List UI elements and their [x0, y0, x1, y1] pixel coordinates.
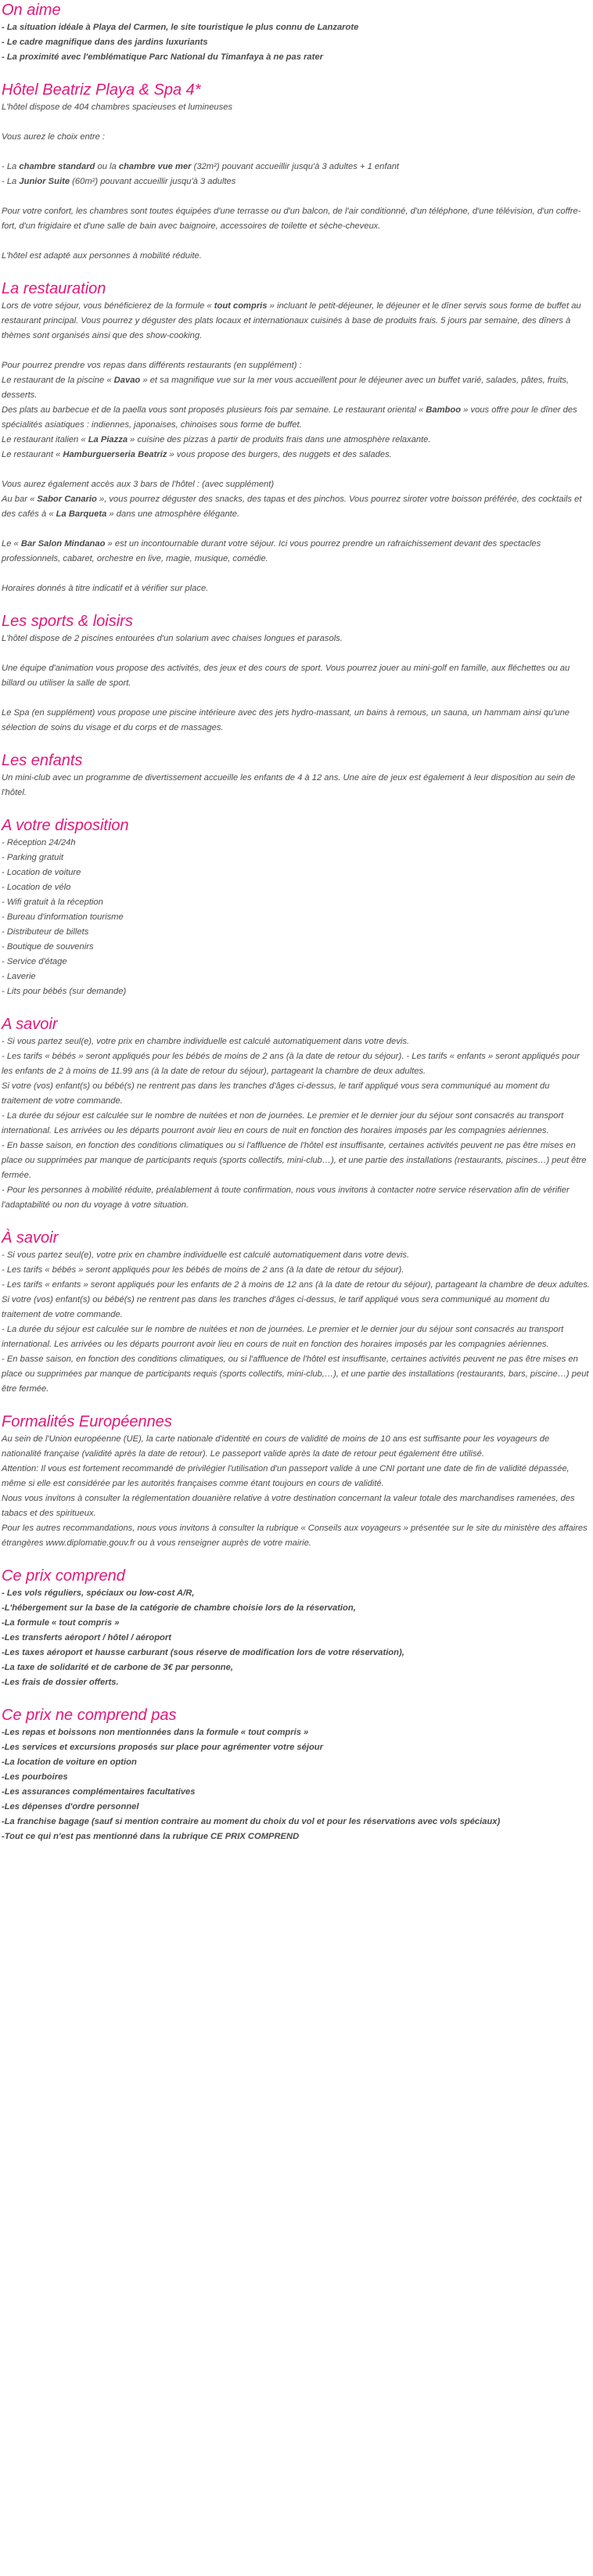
section-sports [2, 611, 591, 736]
paragraph: Attention: Il vous est fortement recommandé de privilégier l'utilisation d'un passeport valide à une CNI portant une date de fin de validité dépassée, même si elle est considérée par les autorités françaises comme étant toujours en cours de validité. [2, 1464, 570, 1488]
list-item: -Les repas et boissons non mentionnées dans la formule « tout compris » [2, 1728, 309, 1737]
section-title: A votre disposition [2, 817, 129, 834]
section-title: On aime [2, 2, 61, 19]
list-item: - Boutique de souvenirs [2, 942, 94, 952]
paragraph: Lors de votre séjour, vous bénéficierez de la formule « tout compris » incluant le petit-déjeuner, le déjeuner et le dîner servis sous forme de buffet au restaurant principal. Vous pourrez y déguster des plats locaux et internationaux cuisinés à base de produits frais. 5 jours par semaine, des dîners à thèmes sont organisés ainsi que des show-cooking. [2, 301, 581, 340]
paragraph: Le Spa (en supplément) vous propose une piscine intérieure avec des jets hydro-massant, un bains à remous, un sauna, un hammam ainsi qu'une sélection de soins du visage et du corps et de massages. [2, 708, 570, 732]
list-item: -Les services et excursions proposés sur place pour agrémenter votre séjour [2, 1743, 323, 1752]
paragraph: Le restaurant italien « La Piazza » cuisine des pizzas à partir de produits frais dans une atmosphère relaxante. [2, 435, 431, 444]
list-item: -Les transferts aéroport / hôtel / aéroport [2, 1633, 171, 1642]
list-item: -Tout ce qui n'est pas mentionné dans la rubrique CE PRIX COMPREND [2, 1832, 300, 1841]
paragraph: Un mini-club avec un programme de divertissement accueille les enfants de 4 à 12 ans. Une aire de jeux est également à leur disposition au sein de l'hôtel. [2, 773, 576, 797]
list-item: -L'hébergement sur la base de la catégorie de chambre choisie lors de la réservation, [2, 1603, 356, 1613]
paragraph: Pour les autres recommandations, nous vous invitons à consulter la rubrique « Conseils aux voyageurs » présentée sur le site du ministère des affaires étrangères www.diplomatie.gouv.fr ou à vous renseigner auprès de votre mairie. [2, 1524, 588, 1548]
paragraph: - La durée du séjour est calculée sur le nombre de nuitées et non de journées. Le premier et le dernier jour du séjour sont consacrés au transport international. Les arrivées ou les départs pourront avoir lieu en cours de nuit en fonction des horaires imposés par les compagnies aériennes. [2, 1111, 564, 1135]
paragraph: Le « Bar Salon Mindanao » est un incontournable durant votre séjour. Ici vous pourrez prendre un rafraichissement devant des spectacles professionnels, cabaret, orchestre en live, magie, musique, comédie. [2, 539, 541, 563]
room-choice: Vous aurez le choix entre : [2, 132, 106, 142]
section-a-savoir [2, 1014, 591, 1213]
list-item: -La formule « tout compris » [2, 1618, 120, 1628]
section-title: Formalités Européennes [2, 1413, 172, 1430]
section-title: Les sports & loisirs [2, 613, 133, 630]
section-hotel [2, 80, 591, 264]
paragraph: - En basse saison, en fonction des conditions climatiques, ou si l'affluence de l'hôtel est insuffisante, certaines activités peuvent ne pas être mises en place ou supprimées par manque de participants requis (sports collectifs, mini-club,…), et une partie des installations (restaurants, bars, piscine…) peut être fermée. [2, 1355, 589, 1394]
paragraph: Des plats au barbecue et de la paella vous sont proposés plusieurs fois par semaine. Le restaurant oriental « Bamboo » vous offre pour le dîner des spécialités asiatiques : indiennes, japonaises, chinoises sous forme de buffet. [2, 405, 577, 430]
list-item: -Les assurances complémentaires facultatives [2, 1787, 196, 1797]
paragraph: Le restaurant « Hamburguerseria Beatriz » vous propose des burgers, des nuggets et des salades. [2, 450, 392, 459]
list-item: - Les vols réguliers, spéciaux ou low-cost A/R, [2, 1588, 195, 1598]
paragraph: - Les tarifs « bébés » seront appliqués pour les bébés de moins de 2 ans (à la date de retour du séjour). [2, 1265, 404, 1275]
section-title: Ce prix ne comprend pas [2, 1707, 177, 1724]
section-restauration [2, 279, 591, 596]
section-title: Les enfants [2, 752, 83, 769]
paragraph: Pour pourrez prendre vos repas dans différents restaurants (en supplément) : [2, 361, 302, 370]
paragraph: Au sein de l'Union européenne (UE), la carte nationale d'identité en cours de validité de moins de 10 ans est suffisante pour les voyageurs de nationalité française (validité après la date de retour). Le passeport valide après la date de retour peut également être utilisé. [2, 1434, 550, 1459]
list-item: - Réception 24/24h [2, 838, 76, 847]
list-item: - Le cadre magnifique dans des jardins luxuriants [2, 38, 208, 47]
section-a-savoir-2 [2, 1228, 591, 1397]
paragraph: - Pour les personnes à mobilité réduite, préalablement à toute confirmation, nous vous invitons à contacter notre service réservation afin de vérifier l'adaptabilité ou non du voyage à votre situation. [2, 1185, 570, 1210]
section-formalites [2, 1412, 591, 1551]
list-item: - Bureau d'information tourisme [2, 912, 124, 922]
section-prix-comprend [2, 1566, 591, 1690]
list-item: -La franchise bagage (sauf si mention contraire au moment du choix du vol et pour les réservations avec vols spéciaux) [2, 1817, 501, 1826]
paragraph: - Les tarifs « bébés » seront appliqués pour les bébés de moins de 2 ans (à la date de retour du séjour). - Les tarifs « enfants » seront appliqués pour les enfants de 2 à moins de 11.99 ans (à la date de retour du séjour), partageant la chambre de deux adultes. [2, 1052, 580, 1076]
paragraph: Une équipe d'animation vous propose des activités, des jeux et des cours de sport. Vous pourrez jouer au mini-golf en famille, aux fléchettes ou au billard ou utiliser la salle de sport. [2, 664, 570, 688]
list-item: - La proximité avec l'emblématique Parc National du Timanfaya à ne pas rater [2, 52, 323, 62]
list-item: - Location de voiture [2, 868, 81, 877]
room-standard: - La chambre standard ou la chambre vue mer (32m²) pouvant accueillir jusqu'à 3 adultes + 1 enfant [2, 162, 400, 171]
section-on-aime [2, 0, 591, 65]
hotel-intro: L'hôtel dispose de 404 chambres spacieuses et lumineuses [2, 103, 233, 112]
list-item: - Service d'étage [2, 957, 67, 966]
list-item: - Parking gratuit [2, 853, 63, 862]
paragraph: - Si vous partez seul(e), votre prix en chambre individuelle est calculé automatiquement dans votre devis. [2, 1037, 410, 1046]
list-item: - Lits pour bébés (sur demande) [2, 987, 127, 996]
list-item: -Les pourboires [2, 1772, 68, 1782]
paragraph: Horaires donnés à titre indicatif et à vérifier sur place. [2, 584, 209, 593]
list-item: -La taxe de solidarité et de carbone de 3€ par personne, [2, 1663, 233, 1672]
paragraph: Nous vous invitons à consulter la réglementation douanière relative à votre destination concernant la valeur totale des marchandises ramenées, des tabacs et des spiritueux. [2, 1494, 575, 1518]
section-title: Hôtel Beatriz Playa & Spa 4* [2, 81, 201, 99]
section-disposition [2, 815, 591, 999]
section-title: A savoir [2, 1016, 58, 1033]
section-title: Ce prix comprend [2, 1567, 125, 1585]
accessibility-note: L'hôtel est adapté aux personnes à mobilité réduite. [2, 251, 202, 261]
section-title: La restauration [2, 280, 106, 297]
paragraph: - La durée du séjour est calculée sur le nombre de nuitées et non de journées. Le premier et le dernier jour du séjour sont consacrés au transport international. Les arrivées ou les départs pourront avoir lieu en cours de nuit en fonction des horaires imposés par les compagnies aériennes. [2, 1325, 564, 1349]
list-item: -La location de voiture en option [2, 1758, 137, 1767]
paragraph: - Si vous partez seul(e), votre prix en chambre individuelle est calculé automatiquement dans votre devis. [2, 1250, 410, 1260]
list-item: - Wifi gratuit à la réception [2, 898, 103, 907]
paragraph: Vous aurez également accès aux 3 bars de l'hôtel : (avec supplément) [2, 480, 275, 489]
room-comfort: Pour votre confort, les chambres sont toutes équipées d'une terrasse ou d'un balcon, de l'air conditionné, d'un téléphone, d'une télévision, d'un coffre-fort, d'un frigidaire et d'une salle de bain avec baignoire, accessoires de toilette et sèche-cheveux. [2, 207, 581, 231]
list-item: -Les dépenses d'ordre personnel [2, 1802, 139, 1811]
paragraph: L'hôtel dispose de 2 piscines entourées d'un solarium avec chaises longues et parasols. [2, 634, 343, 643]
room-junior-suite: - La Junior Suite (60m²) pouvant accueillir jusqu'à 3 adultes [2, 177, 236, 186]
paragraph: - En basse saison, en fonction des conditions climatiques ou si l'affluence de l'hôtel est insuffisante, certaines activités peuvent ne pas être mises en place ou supprimées par manque de participants requis (sports collectifs, mini-club…), et une partie des installations (restaurants, piscines…) peut être fermée. [2, 1141, 587, 1180]
paragraph: Le restaurant de la piscine « Davao » et sa magnifique vue sur la mer vous accueillent pour le déjeuner avec un buffet varié, salades, pâtes, fruits, desserts. [2, 376, 570, 400]
section-prix-ne-comprend-pas [2, 1705, 591, 1844]
list-item: - Laverie [2, 972, 36, 981]
list-item: - Distributeur de billets [2, 927, 89, 937]
paragraph: Au bar « Sabor Canario », vous pourrez déguster des snacks, des tapas et des pinchos. Vous pourrez siroter votre boisson préférée, des cocktails et des cafés à « La Barqueta » dans une atmosphère élégante. [2, 495, 582, 519]
paragraph: - Les tarifs « enfants » seront appliqués pour les enfants de 2 à moins de 12 ans (à la date de retour du séjour), partageant la chambre de deux adultes. Si votre (vos) enfant(s) ou bébé(s) ne rentrent pas dans les tranches d'âges ci-dessus, le tarif appliqué vous sera communiqué au moment du traitement de votre commande. [2, 1280, 590, 1319]
list-item: - Location de vélo [2, 883, 71, 892]
list-item: - La situation idéale à Playa del Carmen, le site touristique le plus connu de Lanzarote [2, 23, 359, 32]
section-title: À savoir [2, 1229, 59, 1247]
paragraph: Si votre (vos) enfant(s) ou bébé(s) ne rentrent pas dans les tranches d'âges ci-dessus, le tarif appliqué vous sera communiqué au moment du traitement de votre commande. [2, 1081, 550, 1106]
list-item: -Les frais de dossier offerts. [2, 1678, 119, 1687]
section-enfants [2, 750, 591, 801]
list-item: -Les taxes aéroport et hausse carburant (sous réserve de modification lors de votre réservation), [2, 1648, 404, 1657]
